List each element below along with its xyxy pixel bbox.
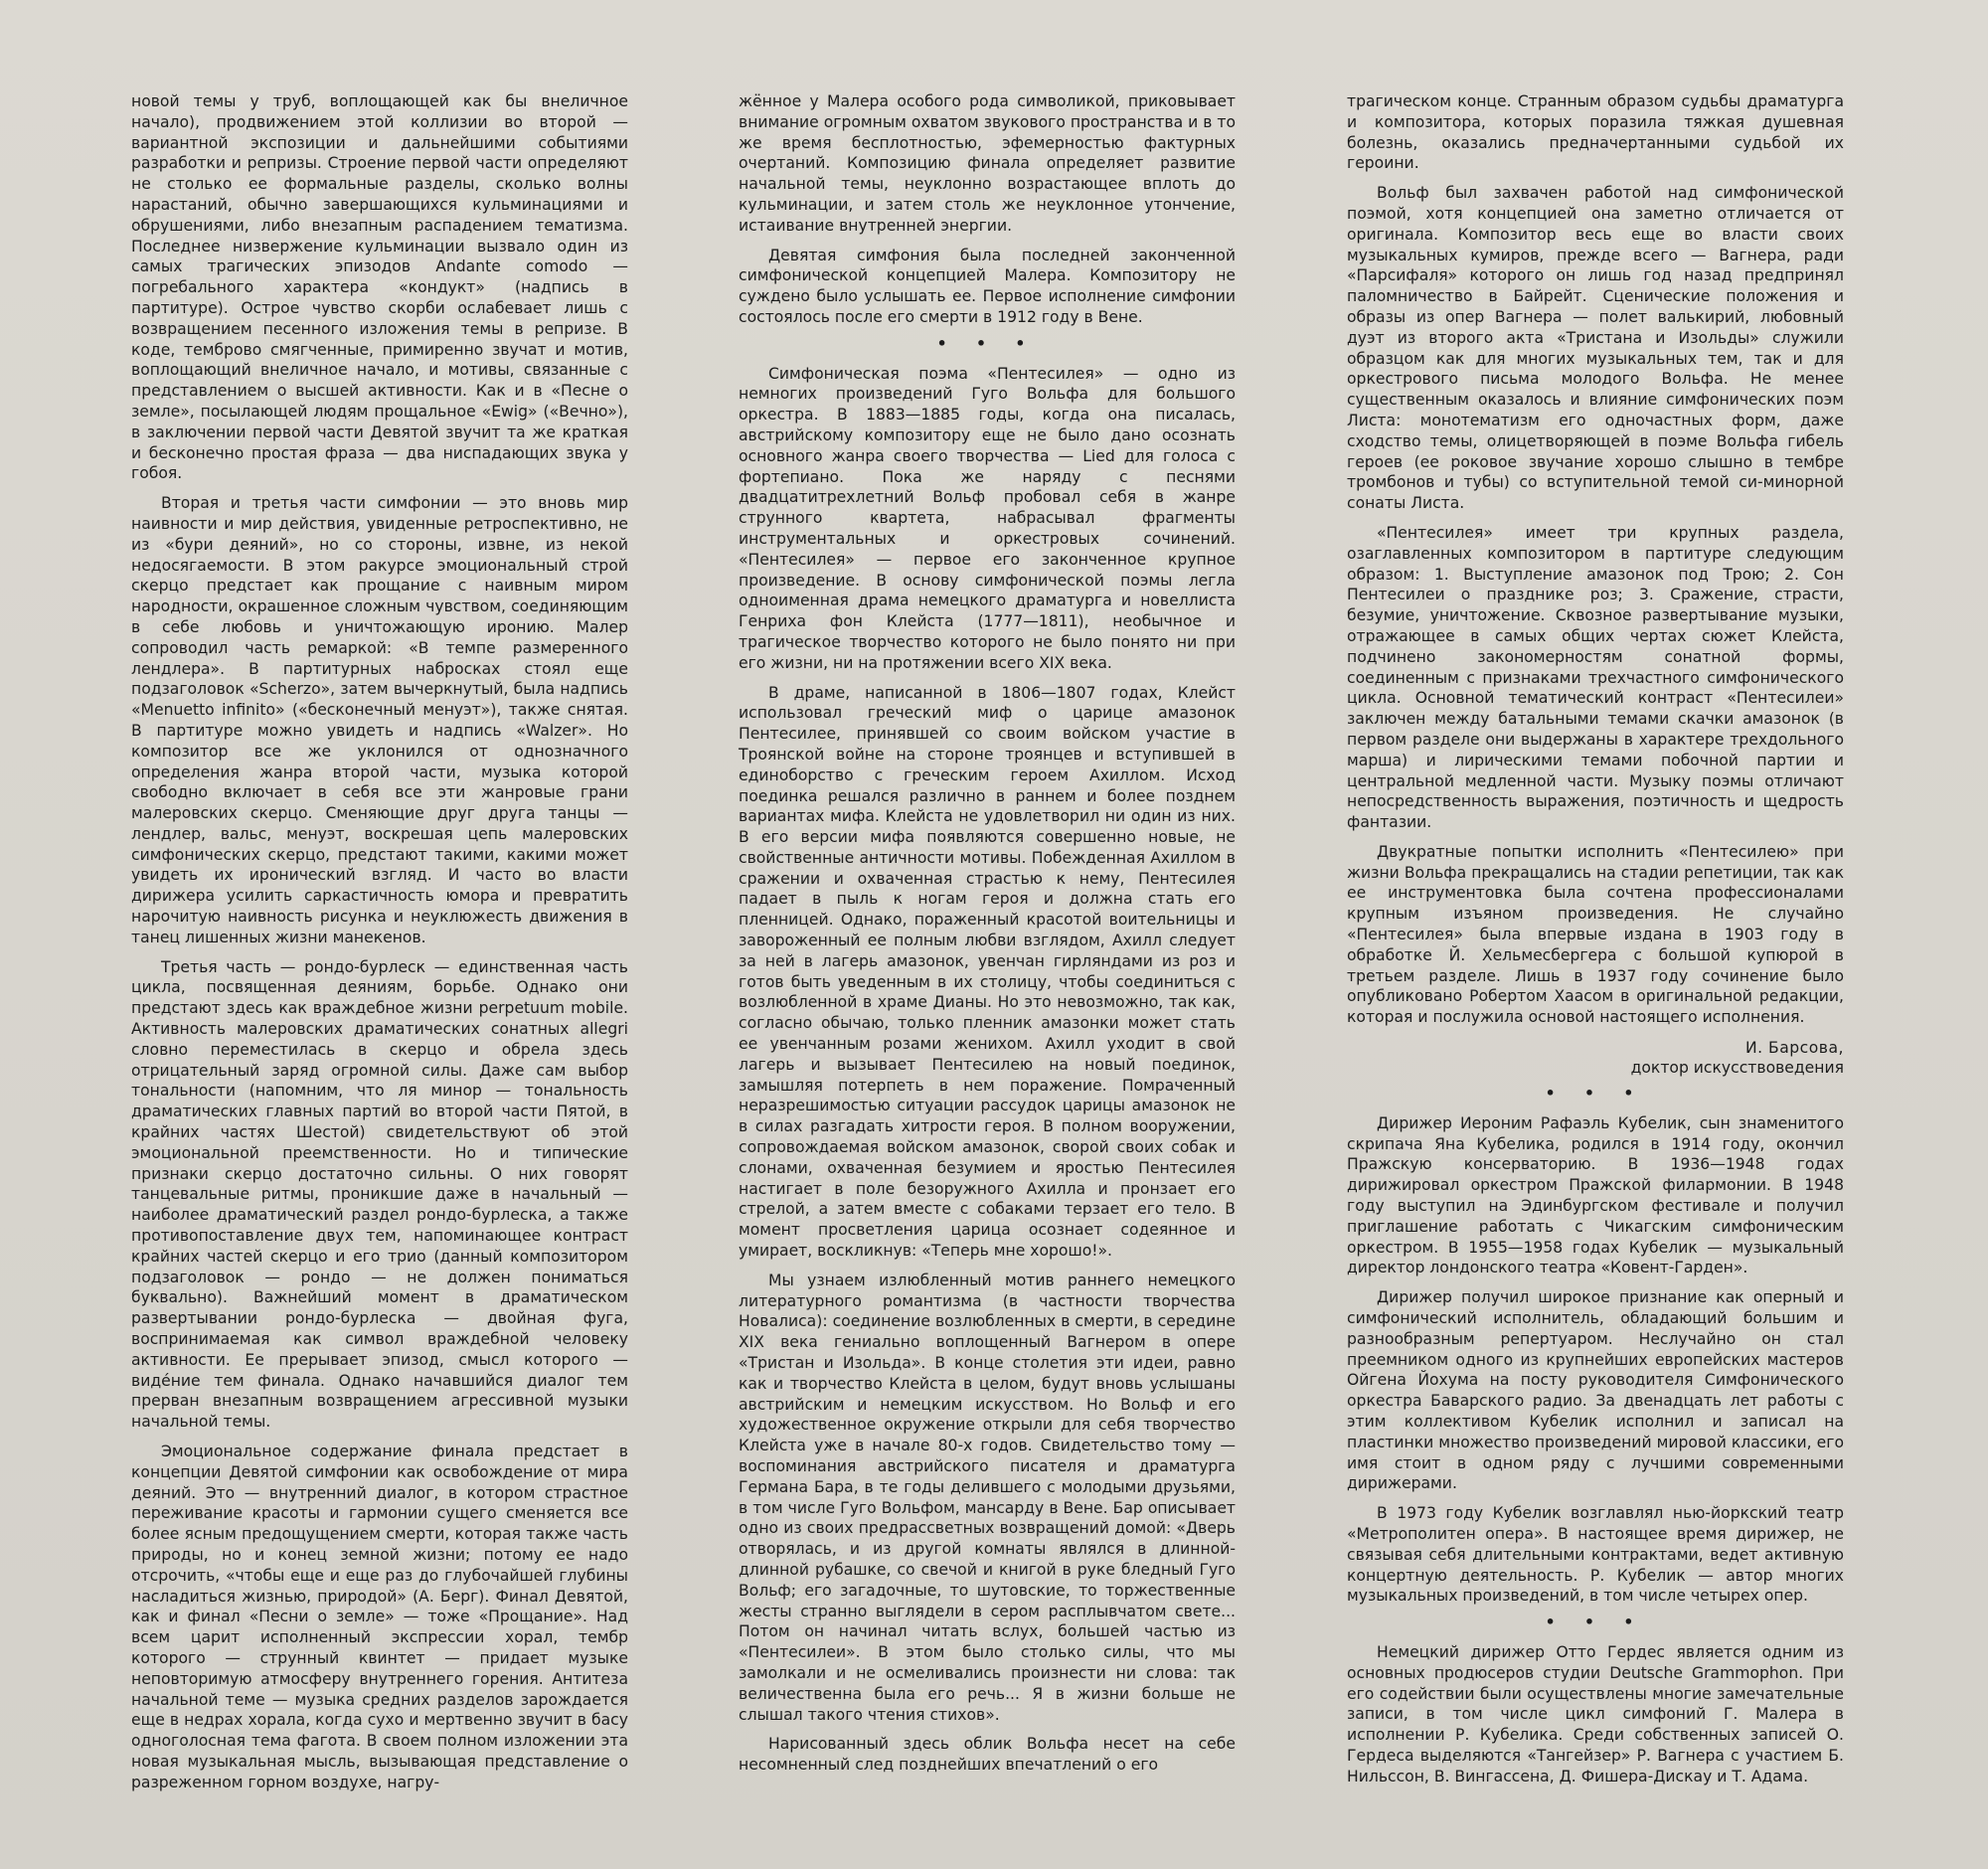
paragraph: «Пентесилея» имеет три крупных раздела, озаглавленных композитором в партитуре следующим образом: 1. Выступление амазонок под Трою; 2. Сон Пентесилеи о празднике роз; 3. Сражение, страсти, безумие, уничтожение. Сквозное развертывание музыки, отражающее в самых общих чертах сюжет Клейста, подчинено закономерностям сонатной формы, соединенным с признаками трехчастного симфонического цикла. Основной тематический контраст «Пентесилеи» заключен между батальными темами скачки амазонок (в первом разделе они выдержаны в характере трехдольного марша) и лирическими темами побочной партии и центральной медленной части. Музыку поэмы отличают непосредственность выражения, поэтичность и щедрость фантазии. [1347, 523, 1844, 832]
author-name: И. Барсова, [1744, 1039, 1844, 1058]
paragraph: Нарисованный здесь облик Вольфа несет на себе несомненный след позднейших впечатлений о его [739, 1735, 1236, 1775]
paragraph: Мы узнаем излюбленный мотив раннего немецкого литературного романтизма (в частности творчества Новалиса): соединение возлюбленных в смерти, в середине XIX века гениально воплощенный Вагнером в опере «Тристан и Изольда». В конце столетия эти идеи, равно как и творчество Клейста в целом, будут вновь услышаны австрийским и немецким искусством. Но Вольф и его художественное окружение открыли для себя творчество Клейста уже в начале 80-х годов. Свидетельство тому — воспоминания австрийского писателя и драматурга Германа Бара, в те годы делившего с молодыми друзьями, в том числе Гуго Вольфом, мансарду в Вене. Бар описывает одно из своих предрассветных возвращений домой: «Дверь отворялась, и из другой комнаты являлся в длинной-длинной рубашке, со свечой и книгой в руке бледный Гуго Вольф; его загадочные, то шутовские, то торжественные жесты странно выглядели в сером расплывчатом свете... Потом он начинал читать вслух, большей частью из «Пентесилеи». В этом было столько силы, что мы замолкали и не осмеливались произнести ни слова: так величественна была его речь... Я в жизни больше не слышал такого чтения стихов». [739, 1271, 1236, 1724]
author-title: доктор искусствоведения [1630, 1059, 1844, 1078]
paragraph: В драме, написанной в 1806—1807 годах, Клейст использовал греческий миф о царице амазонок Пентесилее, принявшей со своим войском участие в Троянской войне на стороне троянцев и вступившей в единоборство с греческим героем Ахиллом. Исход поединка решался различно в раннем и более позднем вариантах мифа. Клейста не удовлетворил ни один из них. В его версии мифа появляются совершенно новые, не свойственные античности мотивы. Побежденная Ахиллом в сражении и охваченная страстью к нему, Пентесилея падает в пыль к ногам героя и должна стать его пленницей. Однако, пораженный красотой воительницы и завороженный ее полным любви взглядом, Ахилл следует за ней в лагерь амазонок, увенчан гирляндами из роз и готов быть уведенным в их столицу, чтобы соединиться с возлюбленной в храме Дианы. Но это невозможно, так как, согласно обычаю, только пленник амазонки может стать ее увенчанным розами женихом. Ахилл уходит в свой лагерь и вызывает Пентесилею на новый поединок, замышляя потерпеть в нем поражение. Помраченный неразрешимостью ситуации рассудок царицы амазонок не в силах разгадать хитрости героя. В полном вооружении, сопровождаемая войском амазонок, сворой своих собак и слонами, охваченная безумием и яростью Пентесилея настигает в поле безоружного Ахилла и пронзает его стрелой, а затем вместе с собаками терзает его тело. В момент просветления царица осознает содеянное и умирает, воскликнув: «Теперь мне хорошо!». [739, 683, 1236, 1261]
paragraph: Третья часть — рондо-бурлеск — единственная часть цикла, посвященная деяниям, борьбе. Однако они предстают здесь как враждебное жизни perpetuum mobile. Активность малеровских драматических сонатных allegri словно переместилась в скерцо и обрела здесь отрицательный заряд огромной силы. Даже сам выбор тональности (напомним, что ля минор — тональность драматических главных партий во второй части Пятой, в крайних частях Шестой) свидетельствуют об этой эмоциональной преемственности. Но и типические признаки скерцо достаточно сильны. О них говорят танцевальные ритмы, проникшие даже в начальный — наиболее драматический раздел рондо-бурлеска, а также противопоставление двух тем, напоминающее контраст крайних частей скерцо и его трио (данный композитором подзаголовок — рондо — не должен пониматься буквально). Важнейший момент в драматическом развертывании рондо-бурлеска — двойная фуга, воспринимаемая как символ враждебной человеку активности. Ее прерывает эпизод, смысл которого — видéние тем финала. Однако начавшийся диалог тем прерван внезапным возвращением агрессивной музыки начальной темы. [131, 957, 628, 1432]
paragraph: жённое у Малера особого рода символикой, приковывает внимание огромным охватом звукового пространства и в то же время бесплотностью, эфемерностью фактурных очертаний. Композицию финала определяет развитие начальной темы, неуклонно возрастающее вплоть до кульминации, и затем столь же неуклонное утончение, истаивание внутренней энергии. [739, 92, 1236, 235]
paragraph: Дирижер получил широкое признание как оперный и симфонический исполнитель, обладающий большим и разнообразным репертуаром. Неслучайно он стал преемником одного из крупнейших европейских мастеров Ойгена Йохума на посту руководителя Симфонического оркестра Баварского радио. За двенадцать лет работы с этим коллективом Кубелик исполнил и записал на пластинки множество произведений мировой классики, его имя стоит в одном ряду с лучшими современными дирижерами. [1347, 1288, 1844, 1493]
section-divider: • • • [1545, 1614, 1646, 1632]
paragraph: Немецкий дирижер Отто Гердес является одним из основных продюсеров студии Deutsche Grammophon. При его содействии были осуществлены многие замечательные записи, в том числе цикл симфоний Г. Малера в исполнении Р. Кубелика. Среди собственных записей О. Гердеса выделяются «Тангейзер» Р. Вагнера с участием Б. Нильссон, В. Вингассена, Д. Фишера-Дискау и Т. Адама. [1347, 1642, 1844, 1785]
paragraph: Двукратные попытки исполнить «Пентесилею» при жизни Вольфа прекращались на стадии репетиции, так как ее инструментовка была сочтена профессионалами крупным изъяном произведения. Не случайно «Пентесилея» была впервые издана в 1903 году в обработке Й. Хельмесбергера с большой купюрой в третьем разделе. Лишь в 1937 году сочинение было опубликовано Робертом Хаасом в оригинальной редакции, которая и послужила основой настоящего исполнения. [1347, 842, 1844, 1027]
paragraph: Дирижер Иероним Рафаэль Кубелик, сын знаменитого скрипача Яна Кубелика, родился в 1914 году, окончил Пражскую консерваторию. В 1936—1948 годах дирижировал оркестром Пражской филармонии. В 1948 году выступил на Эдинбургском фестивале и получил приглашение работать с Чикагским симфоническим оркестром. В 1955—1958 годах Кубелик — музыкальный директор лондонского театра «Ковент-Гарден». [1347, 1113, 1844, 1277]
paragraph: Симфоническая поэма «Пентесилея» — одно из немногих произведений Гуго Вольфа для большого оркестра. В 1883—1885 годы, когда она писалась, австрийскому композитору еще не было дано осознать основного жанра своего творчества — Lied для голоса с фортепиано. Пока же наряду с песнями двадцатитрехлетний Вольф пробовал себя в жанре струнного квартета, набрасывал фрагменты инструментальных и оркестровых сочинений. «Пентесилея» — первое его законченное крупное произведение. В основу симфонической поэмы легла одноименная драма немецкого драматурга и новеллиста Генриха фон Клейста (1777—1811), необычное и трагическое творчество которого не было понято ни при его жизни, ни на протяжении всего XIX века. [739, 364, 1236, 672]
paragraph: трагическом конце. Странным образом судьбы драматурга и композитора, которых поразила тяжкая душевная болезнь, оказались предначертанными судьбой их героини. [1347, 92, 1844, 173]
column-middle [739, 91, 1236, 1776]
column-left [131, 91, 628, 1793]
paragraph: новой темы у труб, воплощающей как бы внеличное начало), продвижением этой коллизии во второй — вариантной экспозиции и дальнейшими событиями разработки и репризы. Строение первой части определяют не столько ее формальные разделы, сколько волны нарастаний, обычно завершающихся кульминациями и обрушениями, либо внезапным распадением тематизма. Последнее низвержение кульминации вызвало один из самых трагических эпизодов Andante comodo — погребального характера «кондукт» (надпись в партитуре). Острое чувство скорби ослабевает лишь с возвращением песенного изложения темы в репризе. В коде, темброво смягченные, примиренно звучат и мотив, воплощающий внеличное начало, и мотивы, связанные с представлением о высшей активности. Как и в «Песне о земле», посылающей людям прощальное «Ewig» («Вечно»), в заключении первой части Девятой звучит та же краткая и бесконечно простая фраза — два ниспадающих звука у гобоя. [131, 92, 628, 483]
section-divider: • • • [1545, 1085, 1646, 1104]
paragraph: Вторая и третья части симфонии — это вновь мир наивности и мир действия, увиденные ретроспективно, не из «бури деяний», но со стороны, извне, из некой недосягаемости. В этом ракурсе эмоциональный строй скерцо предстает как прощание с наивным миром народности, окрашенное сложным чувством, соединяющим в себе любовь и уничтожающую иронию. Малер сопроводил часть ремаркой: «В темпе размеренного лендлера». В партитурных набросках стоял еще подзаголовок «Scherzo», затем вычеркнутый, была надпись «Menuetto infinito» («бесконечный менуэт»), также снятая. В партитуре можно увидеть и надпись «Walzer». Но композитор все же уклонился от однозначного определения жанра второй части, музыка которой свободно включает в себя все эти жанровые грани малеровских скерцо. Сменяющие друг друга танцы — лендлер, вальс, менуэт, воскрешая цепь малеровских симфонических скерцо, предстают такими, какими может увидеть их иронический взгляд. И часто во власти дирижера усилить саркастичность юмора и превратить нарочитую наивность рисунка и неуклюжесть движения в танец лишенных жизни манекенов. [131, 494, 628, 946]
author-signature [1347, 1038, 1844, 1078]
paragraph: Вольф был захвачен работой над симфонической поэмой, хотя концепцией она заметно отличается от оригинала. Композитор весь еще во власти своих музыкальных кумиров, прежде всего — Вагнера, ради «Парсифаля» которого он лишь год назад предпринял паломничество в Байрейт. Сценические положения и образы из опер Вагнера — полет валькирий, любовный дуэт из второго акта «Тристана и Изольды» служили образцом как для многих музыкальных тем, так и для оркестрового письма молодого Вольфа. Не менее существенным оказалось и влияние симфонических поэм Листа: монотематизм его одночастных форм, даже сходство темы, олицетворяющей в поэме Вольфа гибель героев (ее роковое звучание хорошо слышно в тембре тромбонов и тубы) со вступительной темой си-минорной сонаты Листа. [1347, 184, 1844, 513]
column-right [1347, 91, 1844, 1787]
paragraph: Девятая симфония была последней законченной симфонической концепцией Малера. Композитору не суждено было услышать ее. Первое исполнение симфонии состоялось после его смерти в 1912 году в Вене. [739, 246, 1236, 326]
section-divider: • • • [936, 334, 1038, 353]
paragraph: Эмоциональное содержание финала предстает в концепции Девятой симфонии как освобождение от мира деяний. Это — внутренний диалог, в котором страстное переживание красоты и гармонии сущего сменяется все более ясным предощущением смерти, которая также часть природы, но и конец земной жизни; потому ее надо отсрочить, «чтобы еще и еще раз до глубочайшей глубины насладиться жизнью, природой» (А. Берг). Финал Девятой, как и финал «Песни о земле» — тоже «Прощание». Над всем царит исполненный экспрессии хорал, тембр которого — струнный квинтет — придает музыке неповторимую атмосферу внутреннего горения. Антитеза начальной теме — музыка средних разделов зарождается еще в недрах хорала, когда сухо и мертвенно звучит в басу одноголосная тема фагота. В своем полном изложении эта новая музыкальная мысль, вызывающая представление о разреженном горном воздухе, нагру- [131, 1443, 628, 1791]
paragraph: В 1973 году Кубелик возглавлял нью-йоркский театр «Метрополитен опера». В настоящее время дирижер, не связывая себя длительными контрактами, ведет активную концертную деятельность. Р. Кубелик — автор многих музыкальных произведений, в том числе четырех опер. [1347, 1504, 1844, 1606]
